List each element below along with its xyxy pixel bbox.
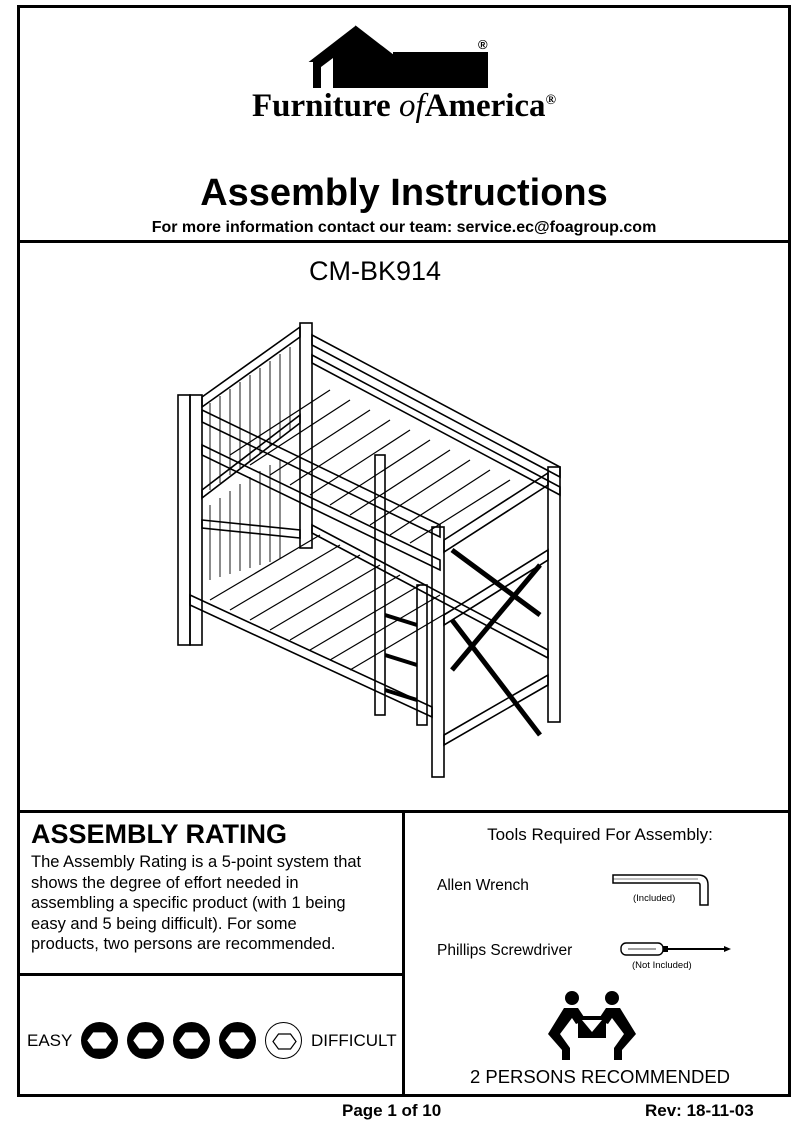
persons-recommended-label: 2 PERSONS RECOMMENDED — [469, 1066, 731, 1087]
difficulty-dot-filled — [173, 1022, 210, 1059]
model-number: CM-BK914 — [308, 256, 442, 286]
two-persons-carrying-icon — [542, 990, 642, 1062]
difficulty-dot-filled — [127, 1022, 164, 1059]
rating-description: The Assembly Rating is a 5-point system that shows the degree of effort needed in assembling a specific product (with 1 being easy and 5 being difficult). For some products, two persons are recommended. — [31, 853, 362, 953]
header-divider — [17, 240, 791, 243]
difficulty-dot-empty — [265, 1022, 302, 1059]
rating-divider — [17, 973, 404, 976]
contact-line: For more information contact our team: service.ec@foagroup.com — [151, 219, 657, 236]
tool-allen-wrench-name: Allen Wrench — [437, 877, 529, 894]
rating-title: ASSEMBLY RATING — [31, 819, 288, 849]
logo-registered-mark: ® — [478, 37, 488, 52]
screwdriver-icon — [620, 940, 732, 960]
tool-screwdriver-note: (Not Included) — [632, 960, 692, 971]
easy-label: EASY — [27, 1031, 73, 1050]
page-number: Page 1 of 10 — [342, 1101, 442, 1120]
brand-name: Furniture ofAmerica® — [251, 88, 557, 124]
page-title: Assembly Instructions — [200, 172, 608, 214]
house-logo-icon — [305, 22, 490, 88]
tools-title: Tools Required For Assembly: — [487, 825, 713, 844]
tool-screwdriver-name: Phillips Screwdriver — [437, 942, 573, 959]
difficulty-dot-filled — [81, 1022, 118, 1059]
difficulty-dot-filled — [219, 1022, 256, 1059]
tool-allen-wrench-note: (Included) — [633, 893, 676, 904]
difficult-label: DIFFICULT — [311, 1031, 397, 1050]
bunk-bed-illustration — [170, 315, 580, 795]
revision: Rev: 18-11-03 — [645, 1101, 754, 1120]
column-divider — [402, 810, 405, 1097]
